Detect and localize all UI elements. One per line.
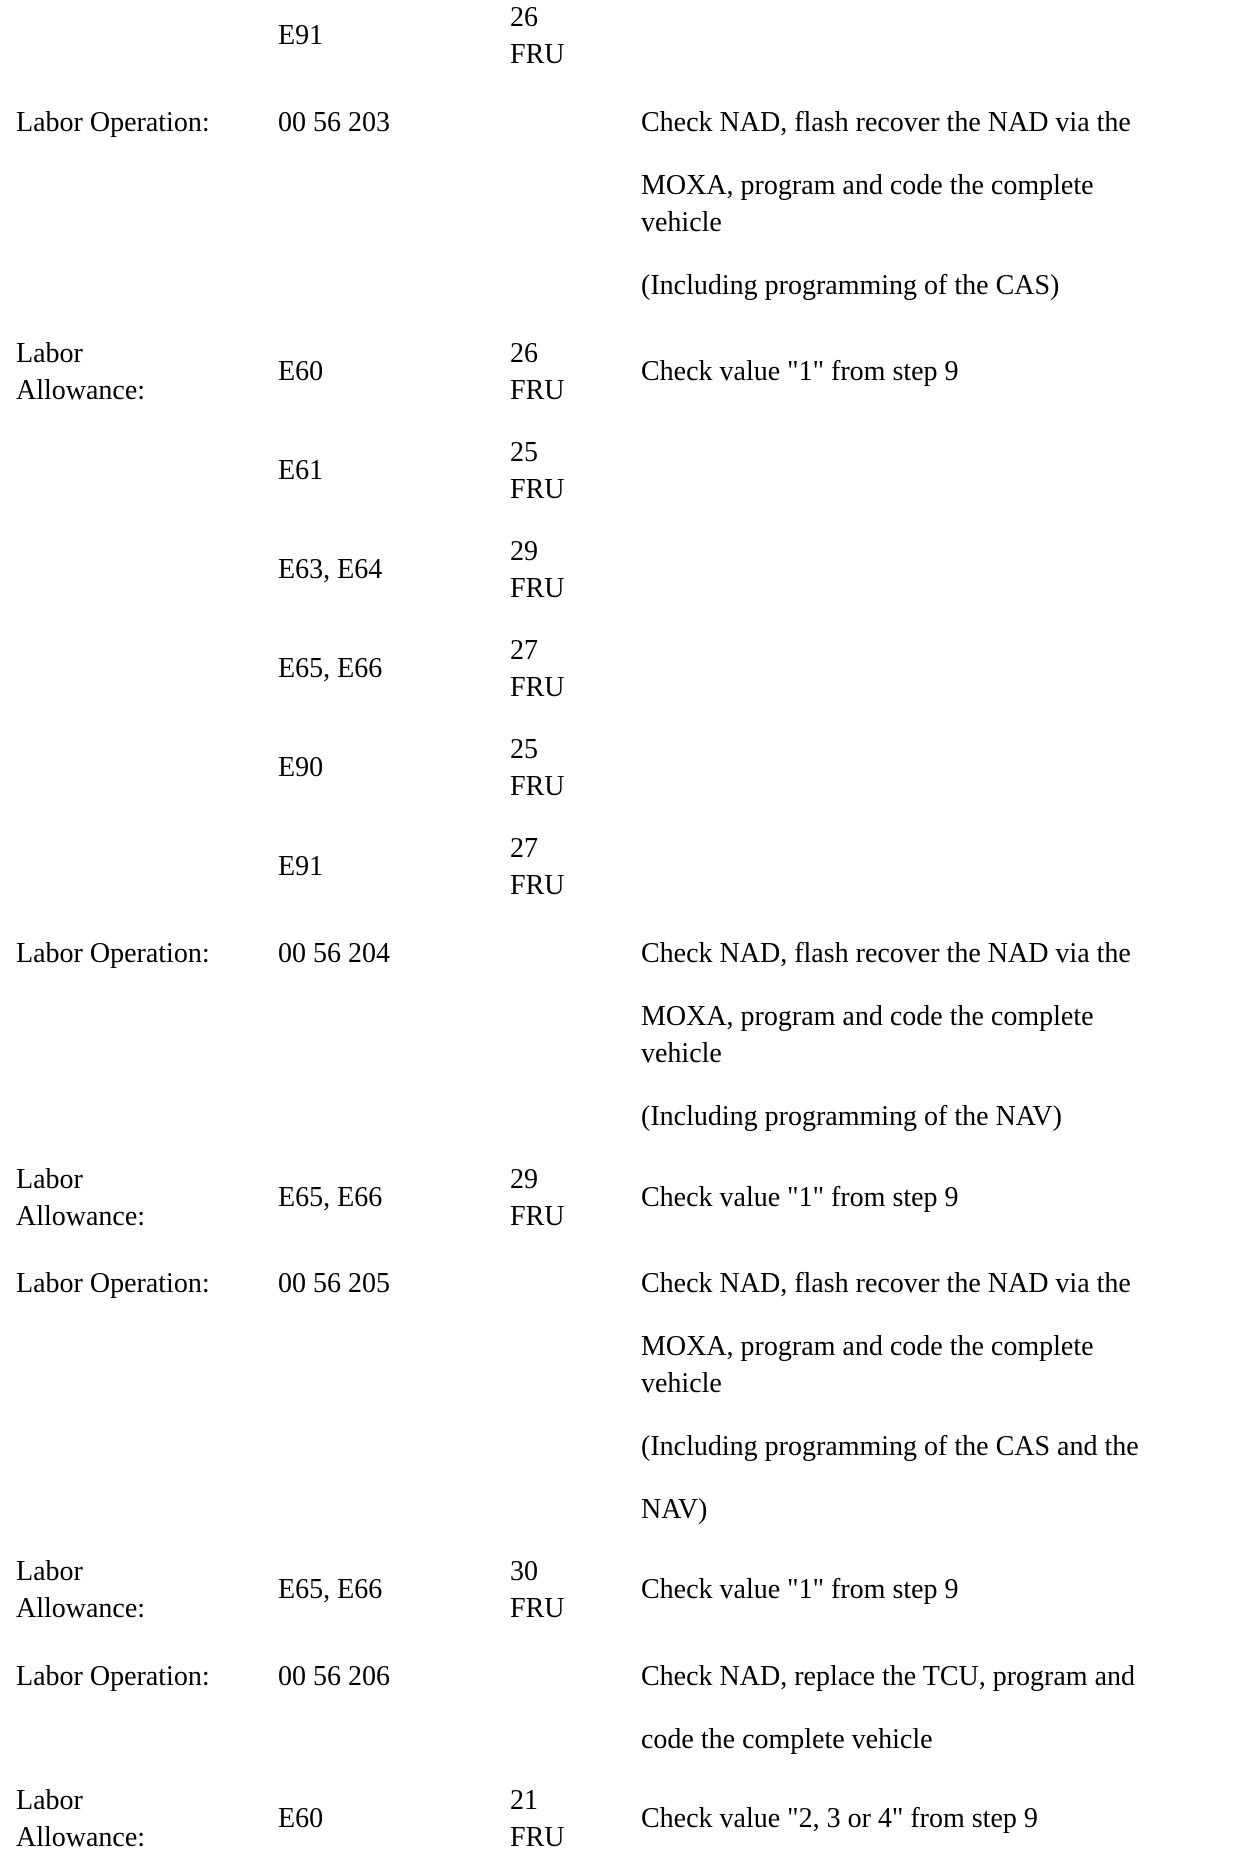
operation-code: 00 56 205 xyxy=(278,1268,390,1299)
model-cell: E63, E64 xyxy=(278,554,383,585)
description-line: (Including programming of the CAS and the xyxy=(641,1431,1139,1462)
labor-operation-label: Labor Operation: xyxy=(16,1268,210,1299)
fru-number: 26 xyxy=(510,338,538,369)
labor-allowance-label: Labor xyxy=(16,1785,83,1816)
fru-unit: FRU xyxy=(510,573,565,604)
labor-allowance-label: Labor xyxy=(16,1164,83,1195)
fru-number: 21 xyxy=(510,1785,538,1816)
fru-number: 29 xyxy=(510,536,538,567)
description-line: NAV) xyxy=(641,1494,708,1525)
fru-number: 25 xyxy=(510,734,538,765)
fru-unit: FRU xyxy=(510,1822,565,1853)
fru-unit: FRU xyxy=(510,39,565,70)
fru-number: 27 xyxy=(510,635,538,666)
labor-allowance-label: Labor xyxy=(16,338,83,369)
description-line: Check NAD, replace the TCU, program and xyxy=(641,1661,1135,1692)
fru-unit: FRU xyxy=(510,771,565,802)
fru-number: 25 xyxy=(510,437,538,468)
fru-unit: FRU xyxy=(510,1593,565,1624)
description-line: (Including programming of the NAV) xyxy=(641,1101,1062,1132)
model-cell: E60 xyxy=(278,1803,324,1834)
labor-allowance-label: Labor xyxy=(16,1556,83,1587)
description-line: vehicle xyxy=(641,207,722,238)
description-line: Check NAD, flash recover the NAD via the xyxy=(641,1268,1131,1299)
description-line: MOXA, program and code the complete xyxy=(641,1001,1094,1032)
description-line: Check NAD, flash recover the NAD via the xyxy=(641,107,1131,138)
fru-unit: FRU xyxy=(510,375,565,406)
operation-code: 00 56 206 xyxy=(278,1661,390,1692)
model-cell: E91 xyxy=(278,20,324,51)
model-cell: E65, E66 xyxy=(278,1574,383,1605)
fru-number: 27 xyxy=(510,833,538,864)
fru-number: 26 xyxy=(510,2,538,33)
labor-operation-label: Labor Operation: xyxy=(16,938,210,969)
description-line: Check value "1" from step 9 xyxy=(641,1574,959,1605)
fru-unit: FRU xyxy=(510,474,565,505)
description-line: MOXA, program and code the complete xyxy=(641,170,1094,201)
model-cell: E65, E66 xyxy=(278,1182,383,1213)
description-line: vehicle xyxy=(641,1038,722,1069)
model-cell: E91 xyxy=(278,851,324,882)
description-line: (Including programming of the CAS) xyxy=(641,270,1060,301)
fru-number: 29 xyxy=(510,1164,538,1195)
description-line: Check NAD, flash recover the NAD via the xyxy=(641,938,1131,969)
model-cell: E90 xyxy=(278,752,324,783)
description-line: vehicle xyxy=(641,1368,722,1399)
description-line: code the complete vehicle xyxy=(641,1724,933,1755)
description-line: Check value "2, 3 or 4" from step 9 xyxy=(641,1803,1038,1834)
labor-allowance-label: Allowance: xyxy=(16,1822,146,1853)
model-cell: E60 xyxy=(278,356,324,387)
fru-unit: FRU xyxy=(510,672,565,703)
labor-allowance-label: Allowance: xyxy=(16,1201,146,1232)
labor-operation-label: Labor Operation: xyxy=(16,1661,210,1692)
model-cell: E61 xyxy=(278,455,324,486)
description-line: Check value "1" from step 9 xyxy=(641,1182,959,1213)
fru-number: 30 xyxy=(510,1556,538,1587)
labor-operation-label: Labor Operation: xyxy=(16,107,210,138)
fru-unit: FRU xyxy=(510,870,565,901)
labor-allowance-label: Allowance: xyxy=(16,1593,146,1624)
description-line: MOXA, program and code the complete xyxy=(641,1331,1094,1362)
operation-code: 00 56 203 xyxy=(278,107,390,138)
model-cell: E65, E66 xyxy=(278,653,383,684)
labor-allowance-label: Allowance: xyxy=(16,375,146,406)
description-line: Check value "1" from step 9 xyxy=(641,356,959,387)
fru-unit: FRU xyxy=(510,1201,565,1232)
operation-code: 00 56 204 xyxy=(278,938,390,969)
